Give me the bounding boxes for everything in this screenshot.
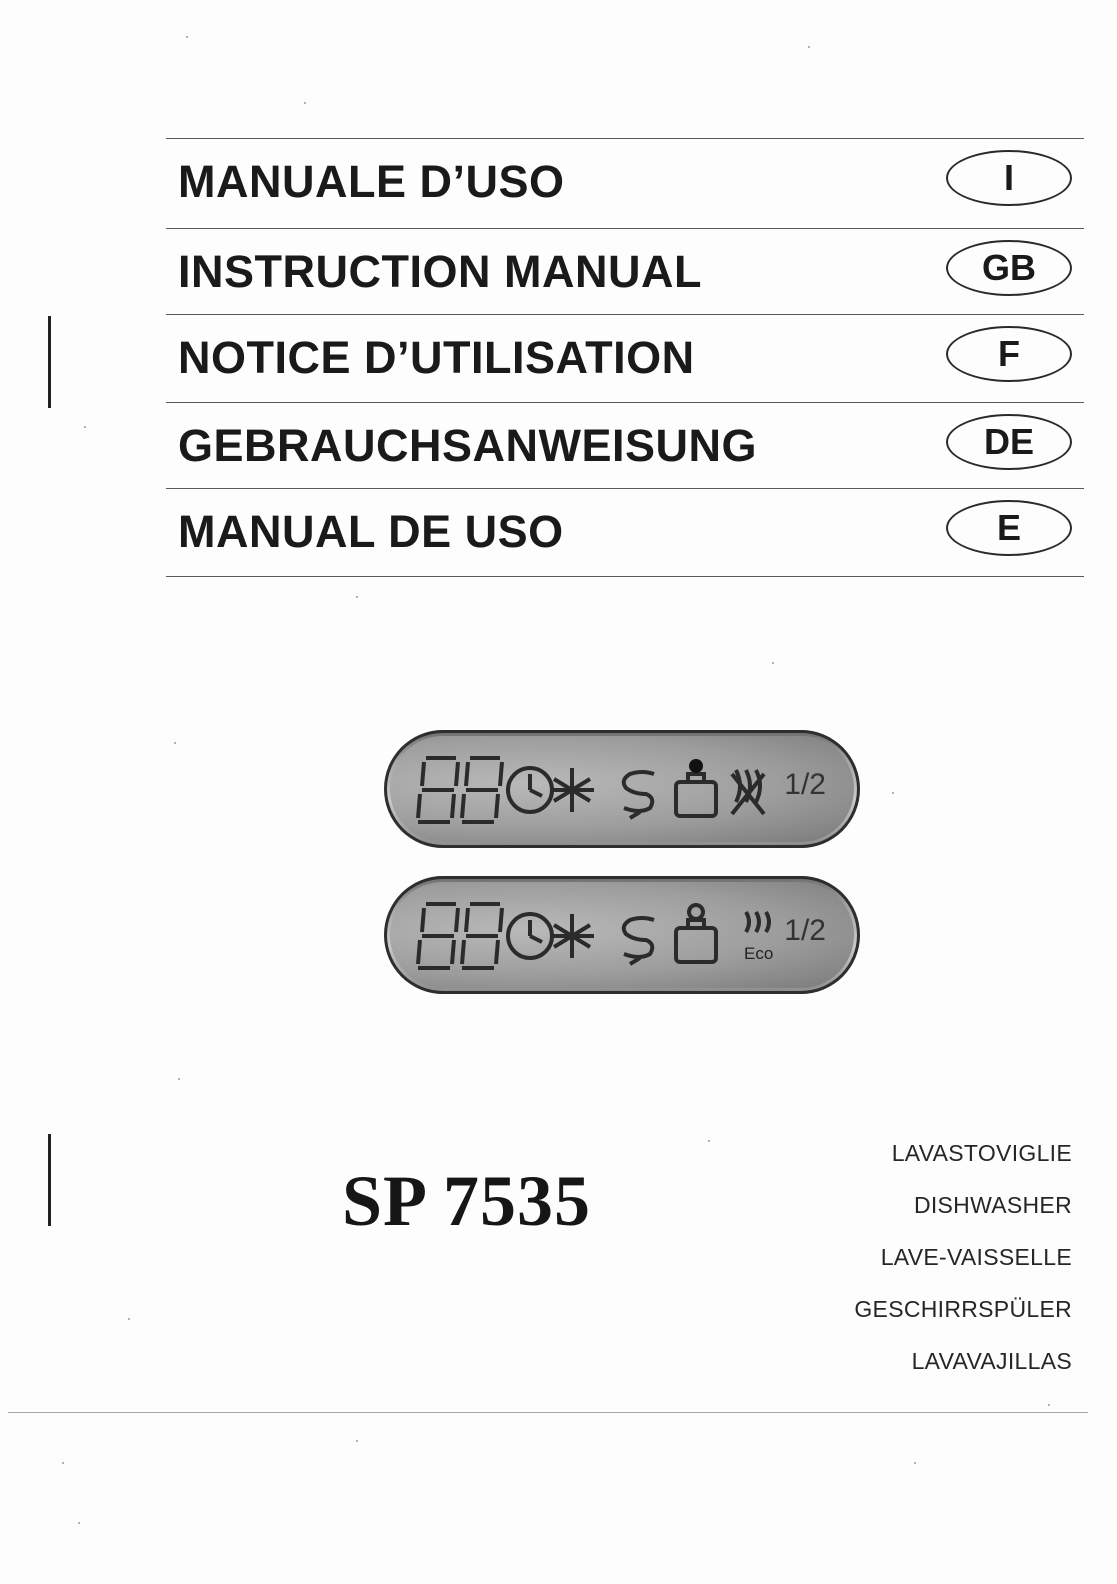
rinse-aid-icon bbox=[550, 914, 594, 958]
manual-title: MANUAL DE USO bbox=[178, 506, 564, 557]
scan-speck bbox=[892, 792, 894, 794]
scan-speck bbox=[708, 1140, 710, 1142]
salt-icon bbox=[624, 918, 654, 964]
lang-badge: I bbox=[946, 150, 1072, 206]
appliance-name: LAVAVAJILLAS bbox=[911, 1348, 1072, 1374]
control-panel-illustration-1 bbox=[384, 730, 860, 848]
control-panel-illustration-2 bbox=[384, 876, 860, 994]
appliance-name: LAVASTOVIGLIE bbox=[891, 1140, 1072, 1166]
divider bbox=[166, 576, 1084, 577]
appliance-name-list bbox=[854, 1138, 1072, 1398]
eco-label: Eco bbox=[744, 944, 774, 963]
seven-segment-digit-icon bbox=[418, 904, 458, 968]
scan-speck bbox=[78, 1522, 80, 1524]
scan-speck bbox=[356, 596, 358, 598]
manual-title: NOTICE D’UTILISATION bbox=[178, 332, 695, 383]
half-load-icon bbox=[732, 770, 764, 814]
model-number: SP 7535 bbox=[342, 1161, 592, 1241]
scan-speck bbox=[186, 36, 188, 38]
scan-speck bbox=[174, 742, 176, 744]
scan-speck bbox=[178, 1078, 180, 1080]
scan-speck bbox=[128, 1318, 130, 1320]
salt-icon bbox=[624, 772, 654, 818]
half-load-label: 1/2 bbox=[784, 768, 826, 801]
half-load-label: 1/2 bbox=[784, 914, 826, 947]
clock-icon bbox=[508, 914, 552, 958]
detergent-bottle-icon bbox=[676, 774, 716, 816]
seven-segment-digit-icon bbox=[462, 758, 502, 822]
detergent-indicator-icon bbox=[689, 759, 703, 773]
title-row-french bbox=[166, 314, 1084, 402]
appliance-name: DISHWASHER bbox=[913, 1192, 1072, 1218]
lang-badge: DE bbox=[946, 414, 1072, 470]
title-row-italian bbox=[166, 138, 1084, 226]
margin-mark-bottom bbox=[48, 1134, 51, 1226]
scan-speck bbox=[808, 46, 810, 48]
appliance-name: GESCHIRRSPÜLER bbox=[854, 1296, 1072, 1322]
manual-title: GEBRAUCHSANWEISUNG bbox=[178, 420, 758, 471]
appliance-name: LAVE-VAISSELLE bbox=[880, 1244, 1072, 1270]
rinse-aid-icon bbox=[550, 768, 594, 812]
scan-speck bbox=[914, 1462, 916, 1464]
manual-title: MANUALE D’USO bbox=[178, 156, 565, 207]
title-row-english bbox=[166, 228, 1084, 316]
steam-icon bbox=[746, 912, 769, 932]
lang-badge: E bbox=[946, 500, 1072, 556]
scan-speck bbox=[62, 1462, 64, 1464]
lang-badge: F bbox=[946, 326, 1072, 382]
clock-icon bbox=[508, 768, 552, 812]
detergent-bottle-icon bbox=[676, 905, 716, 962]
scan-speck bbox=[304, 102, 306, 104]
seven-segment-digit-icon bbox=[418, 758, 458, 822]
scan-speck bbox=[356, 1440, 358, 1442]
scan-bottom-line bbox=[8, 1412, 1088, 1413]
title-row-spanish bbox=[166, 488, 1084, 576]
scan-speck bbox=[772, 662, 774, 664]
margin-mark-top bbox=[48, 316, 51, 408]
title-row-german bbox=[166, 402, 1084, 490]
manual-title: INSTRUCTION MANUAL bbox=[178, 246, 702, 297]
scan-speck bbox=[84, 426, 86, 428]
lang-badge: GB bbox=[946, 240, 1072, 296]
seven-segment-digit-icon bbox=[462, 904, 502, 968]
scan-speck bbox=[1048, 1404, 1050, 1406]
